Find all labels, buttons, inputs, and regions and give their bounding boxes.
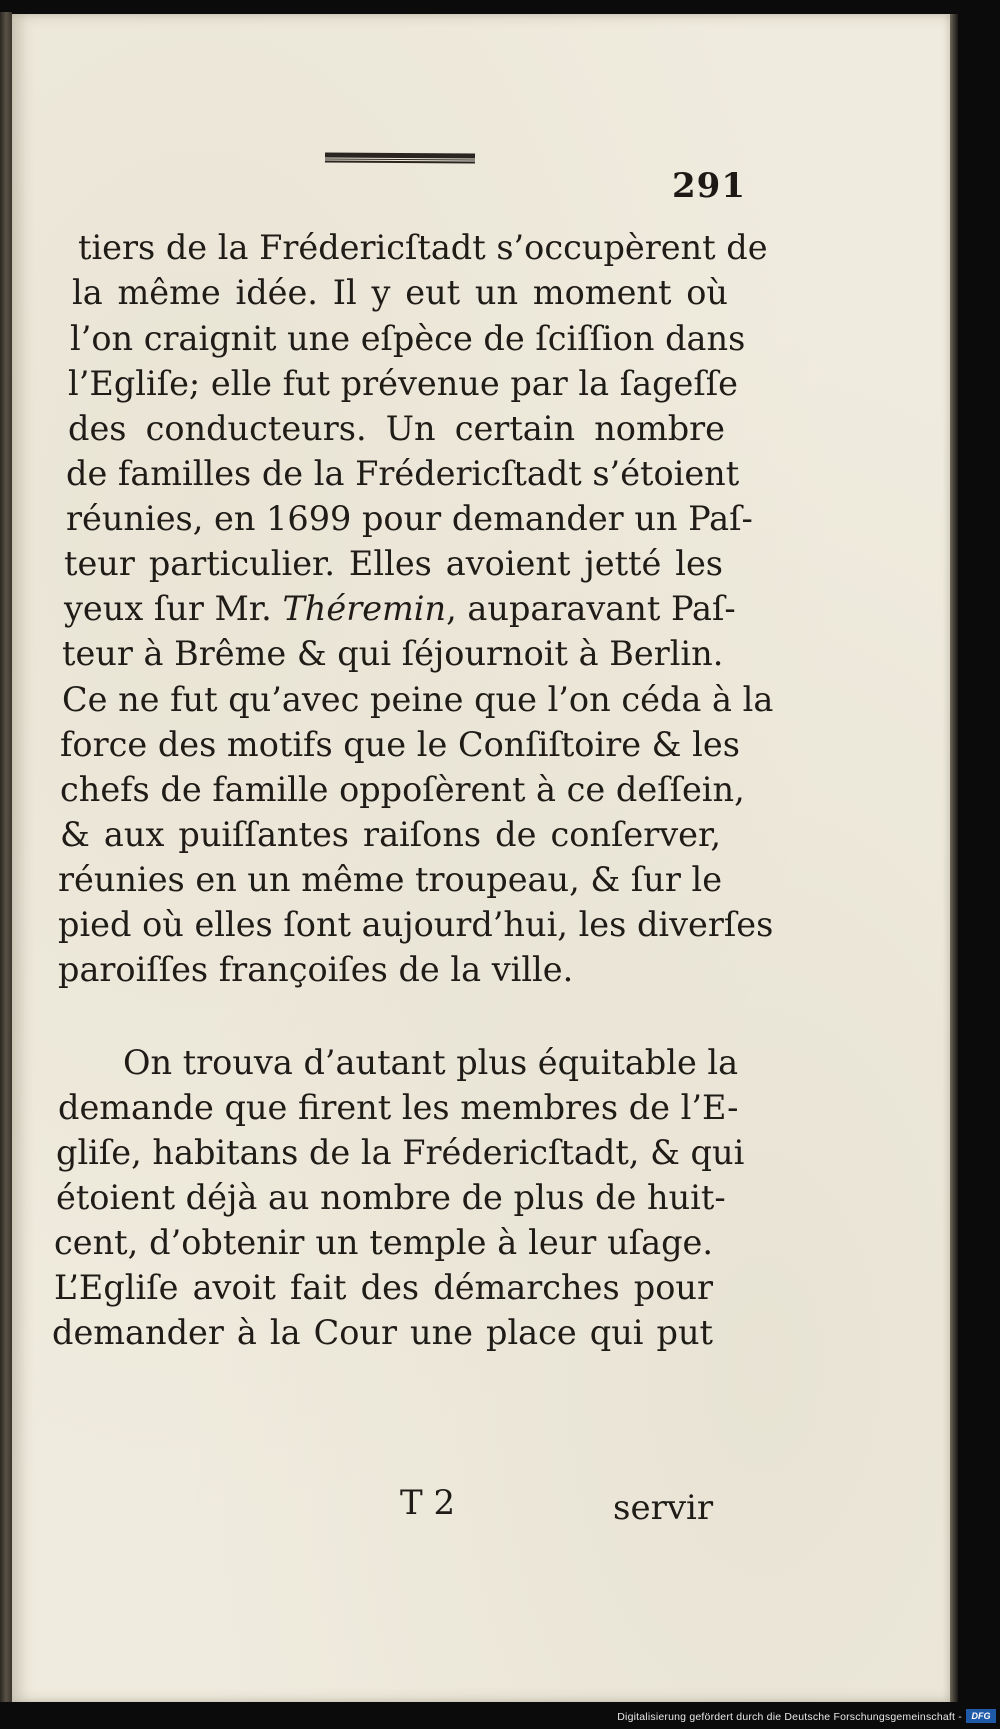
text-line: force des motifs que le Conſiſtoire & les [60,725,740,764]
page-right-shadow [950,14,958,1702]
person-name: Théremin [282,589,447,628]
book-spine-edge [0,12,12,1702]
paragraph2-line: étoient déjà au nombre de plus de huit- [56,1178,726,1217]
text-line: l’on craignit une eſpèce de ſciſſion dans [70,319,746,358]
text-line-with-name [64,589,736,628]
text-line: de familles de la Frédericſtadt s’étoient [66,454,740,493]
text-line: des conducteurs. Un certain nombre [68,409,725,448]
text-line: teur à Brême & qui ſéjournoit à Berlin. [62,634,724,673]
text-line: l’Egliſe; elle fut prévenue par la ſageſſe [68,364,738,403]
text-fragment: , [446,589,457,628]
catchword: servir [613,1488,714,1528]
header-rule-ornament [325,152,475,163]
dfg-logo: DFG [966,1709,996,1723]
paragraph2-line: demander à la Cour une place qui put [52,1313,713,1352]
paragraph2-line: demande que firent les membres de l’E- [58,1088,739,1127]
text-line: Ce ne fut qu’avec peine que l’on céda à la [62,680,774,719]
signature-mark: T 2 [400,1483,456,1523]
text-line: teur particulier. Elles avoient jetté les [64,544,723,583]
paragraph2-line: L’Egliſe avoit fait des démarches pour [54,1268,713,1307]
text-fragment: auparavant Paſ- [467,589,736,628]
paragraph2-line: On trouva d’autant plus équitable la [123,1043,739,1082]
text-line: chefs de famille oppoſèrent à ce deſſein, [60,770,745,809]
text-line: pied où elles ſont aujourd’hui, les diverſes [58,905,774,944]
paragraph2-line: cent, d’obtenir un temple à leur uſage. [54,1223,713,1262]
text-line: paroiſſes françoiſes de la ville. [58,950,574,989]
text-line: réunies en un même troupeau, & ſur le [58,860,723,899]
text-line: réunies, en 1699 pour demander un Paſ- [66,499,753,538]
book-page [12,14,950,1702]
text-line: la même idée. Il y eut un moment où [72,273,728,312]
text-line: tiers de la Frédericſtadt s’occupèrent de [78,228,768,267]
text-fragment: yeux ſur Mr. [64,589,272,628]
paragraph2-line: gliſe, habitans de la Frédericſtadt, & qui [56,1133,745,1172]
text-line: & aux puiſſantes raiſons de conſerver, [60,815,721,854]
digitization-credit: Digitalisierung gefördert durch die Deutsche Forschungsgemeinschaft - [617,1711,962,1723]
page-number: 291 [672,166,746,206]
